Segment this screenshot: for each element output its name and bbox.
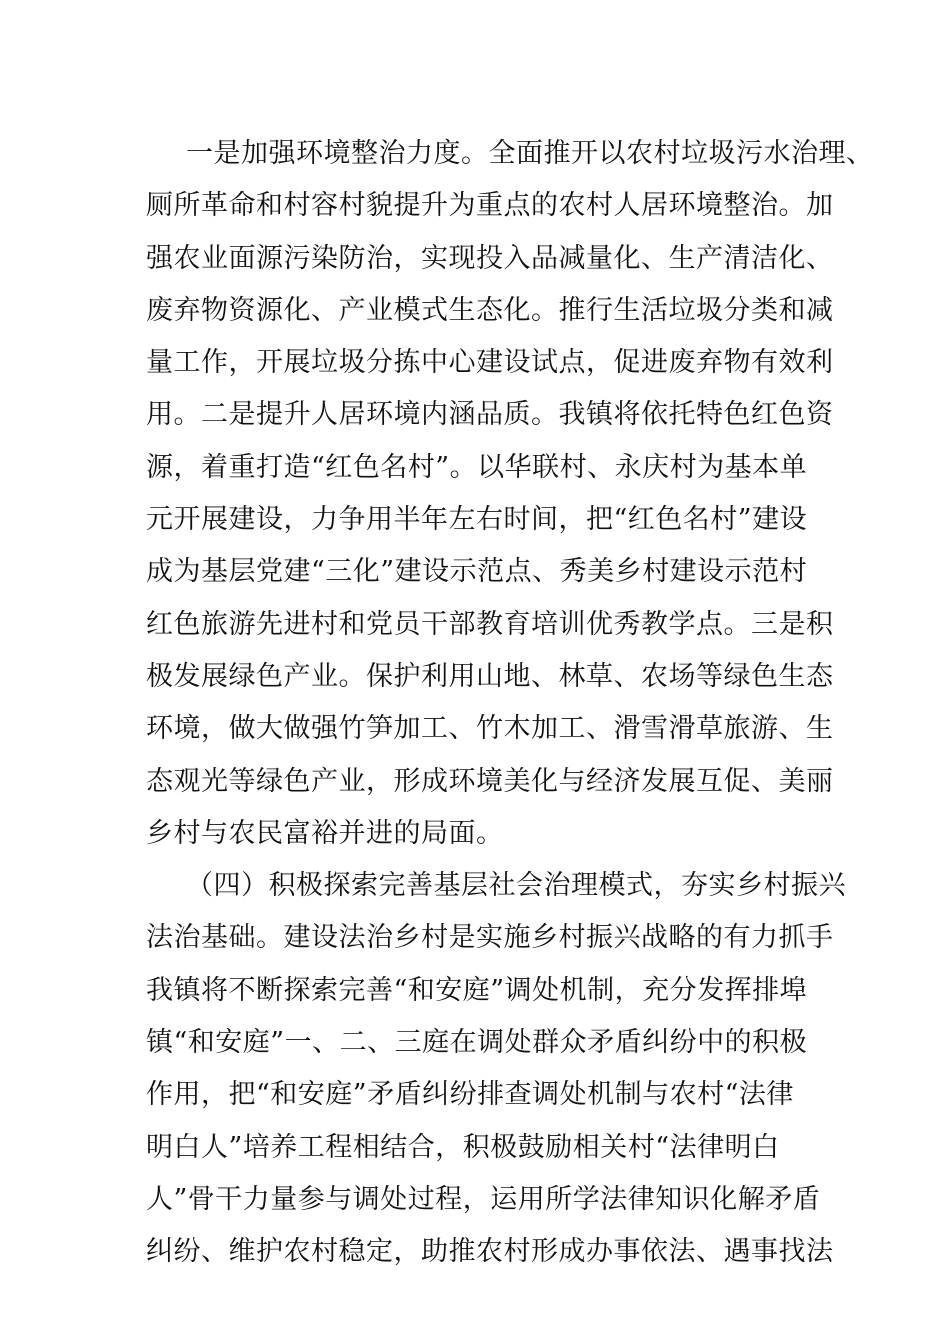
text-line: 一是加强环境整治力度。全面推开以农村垃圾污水治理、 [186, 138, 874, 169]
text-line: 成为基层党建“三化”建设示范点、秀美乡村建设示范村 [146, 556, 808, 588]
text-line: 法治基础。建设法治乡村是实施乡村振兴战略的有力抓手 [146, 922, 834, 954]
text-line: 废弃物资源化、产业模式生态化。推行生活垃圾分类和减 [146, 294, 834, 326]
text-line: 人”骨干力量参与调处过程，运用所学法律知识化解矛盾 [146, 1183, 821, 1215]
text-line: 镇“和安庭”一、二、三庭在调处群众矛盾纠纷中的积极 [146, 1027, 808, 1059]
text-line: 用。二是提升人居环境内涵品质。我镇将依托特色红色资 [146, 399, 834, 431]
text-line: 环境，做大做强竹笋加工、竹木加工、滑雪滑草旅游、生 [146, 713, 834, 745]
text-line: 我镇将不断探索完善“和安庭”调处机制，充分发挥排埠 [146, 974, 808, 1006]
paragraph-governance [146, 860, 846, 1278]
text-line: 强农业面源污染防治，实现投入品减量化、生产清洁化、 [146, 242, 834, 274]
body-text [146, 128, 874, 1279]
text-line: 作用，把“和安庭”矛盾纠纷排查调处机制与农村“法律 [146, 1079, 794, 1111]
text-line: 量工作，开展垃圾分拣中心建设试点，促进废弃物有效利 [146, 347, 834, 379]
text-line: 源，着重打造“红色名村”。以华联村、永庆村为基本单 [146, 451, 808, 483]
text-line: 明白人”培养工程相结合，积极鼓励相关村“法律明白 [146, 1131, 780, 1163]
text-line: 极发展绿色产业。保护利用山地、林草、农场等绿色生态 [146, 660, 834, 692]
text-line: 元开展建设，力争用半年左右时间，把“红色名村”建设 [146, 504, 808, 536]
text-line: 厕所革命和村容村貌提升为重点的农村人居环境整治。加 [146, 190, 834, 222]
text-line: 乡村与农民富裕并进的局面。 [146, 817, 504, 849]
text-line: 态观光等绿色产业，形成环境美化与经济发展互促、美丽 [146, 765, 834, 797]
text-line: （四）积极探索完善基层社会治理模式，夯实乡村振兴 [186, 870, 846, 902]
text-line: 红色旅游先进村和党员干部教育培训优秀教学点。三是积 [146, 608, 834, 640]
paragraph-environment [146, 128, 874, 860]
text-line: 纠纷、维护农村稳定，助推农村形成办事依法、遇事找法 [146, 1236, 834, 1268]
